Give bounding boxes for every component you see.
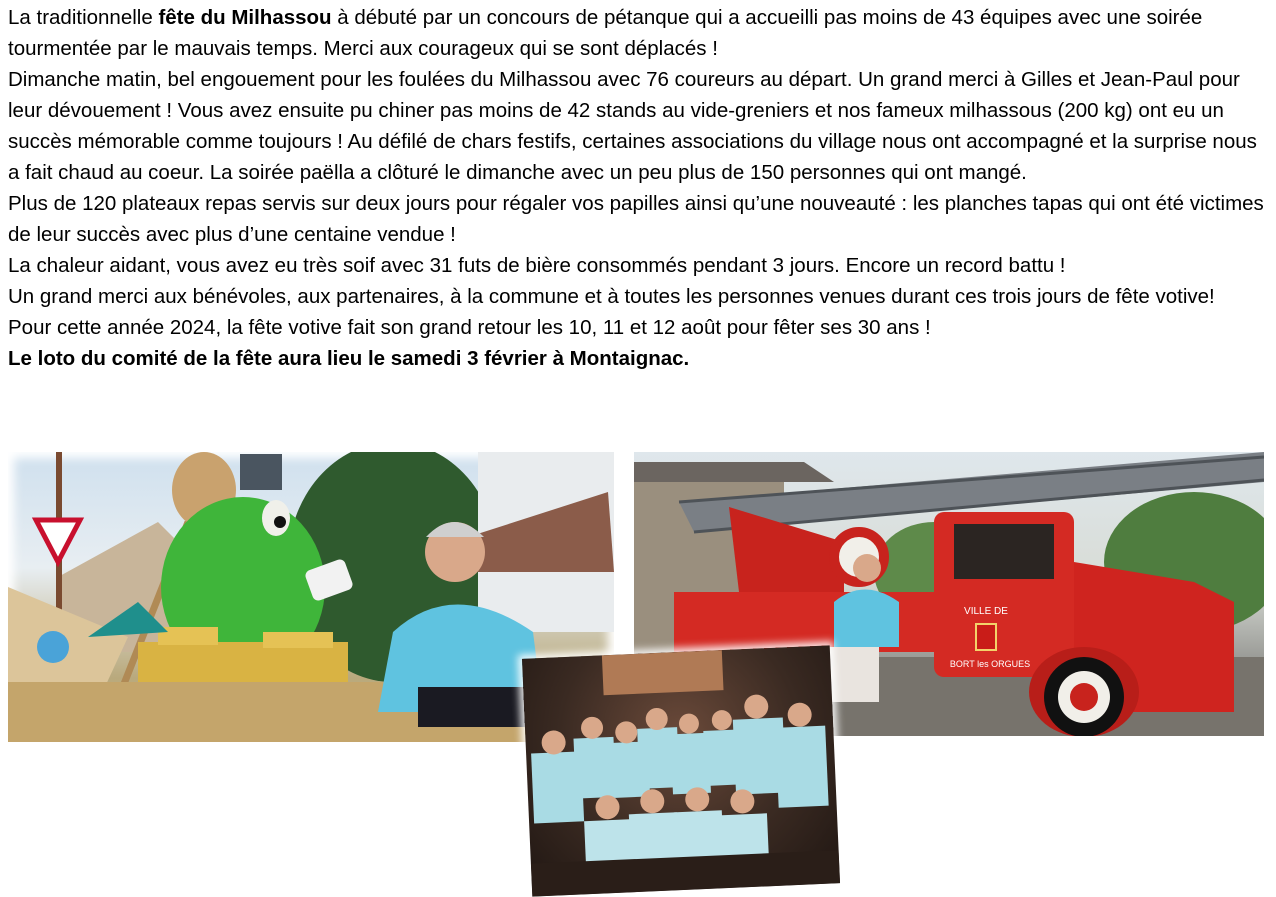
paragraph-sunday: Dimanche matin, bel engouement pour les foulées du Milhassou avec 76 coureurs au départ. Un grand merci à Gilles et Jean-Paul pour leur dévouement ! Vous avez ensuite pu chiner pas moins de 42 stands au vide-greniers et nos fameux milhassous (200 kg) ont eu un succès mémorable comme toujours ! Au défilé de chars festifs, certaines associations du village nous ont accompagné et la surprise nous a fait chaud au coeur. La soirée paëlla a clôturé le dimanche avec un peu plus de 150 personnes qui ont mangé.	[8, 68, 1257, 184]
paragraph-beer: La chaleur aidant, vous avez eu très soif avec 31 futs de bière consommés pendant 3 jours. Encore un record battu !	[8, 254, 1066, 277]
paragraph-thanks: Un grand merci aux bénévoles, aux partenaires, à la commune et à toutes les personnes venues durant ces trois jours de fête votive!	[8, 285, 1215, 308]
truck-sign-line1: VILLE DE	[964, 606, 1008, 617]
paragraph-meals: Plus de 120 plateaux repas servis sur deux jours pour régaler vos papilles ainsi qu’une nouveauté : les planches tapas qui ont été victimes de leur succès avec plus d’une centaine vendue !	[8, 192, 1264, 246]
paragraph-loto: Le loto du comité de la fête aura lieu le samedi 3 février à Montaignac.	[8, 347, 690, 370]
fete-name: fête du Milhassou	[158, 6, 332, 29]
volunteers-illustration	[522, 645, 840, 896]
paragraph-intro: La traditionnelle fête du Milhassou à débuté par un concours de pétanque qui a accueilli pas moins de 43 équipes avec une soirée tourmentée par le mauvais temps. Merci aux courageux qui se sont déplacés !	[8, 6, 1203, 60]
photo-volunteers-group	[522, 645, 840, 896]
paragraph-2024: Pour cette année 2024, la fête votive fait son grand retour les 10, 11 et 12 août pour fêter ses 30 ans !	[8, 316, 931, 339]
article-text	[8, 2, 1270, 374]
truck-sign-line2: BORT les ORGUES	[949, 659, 1031, 669]
